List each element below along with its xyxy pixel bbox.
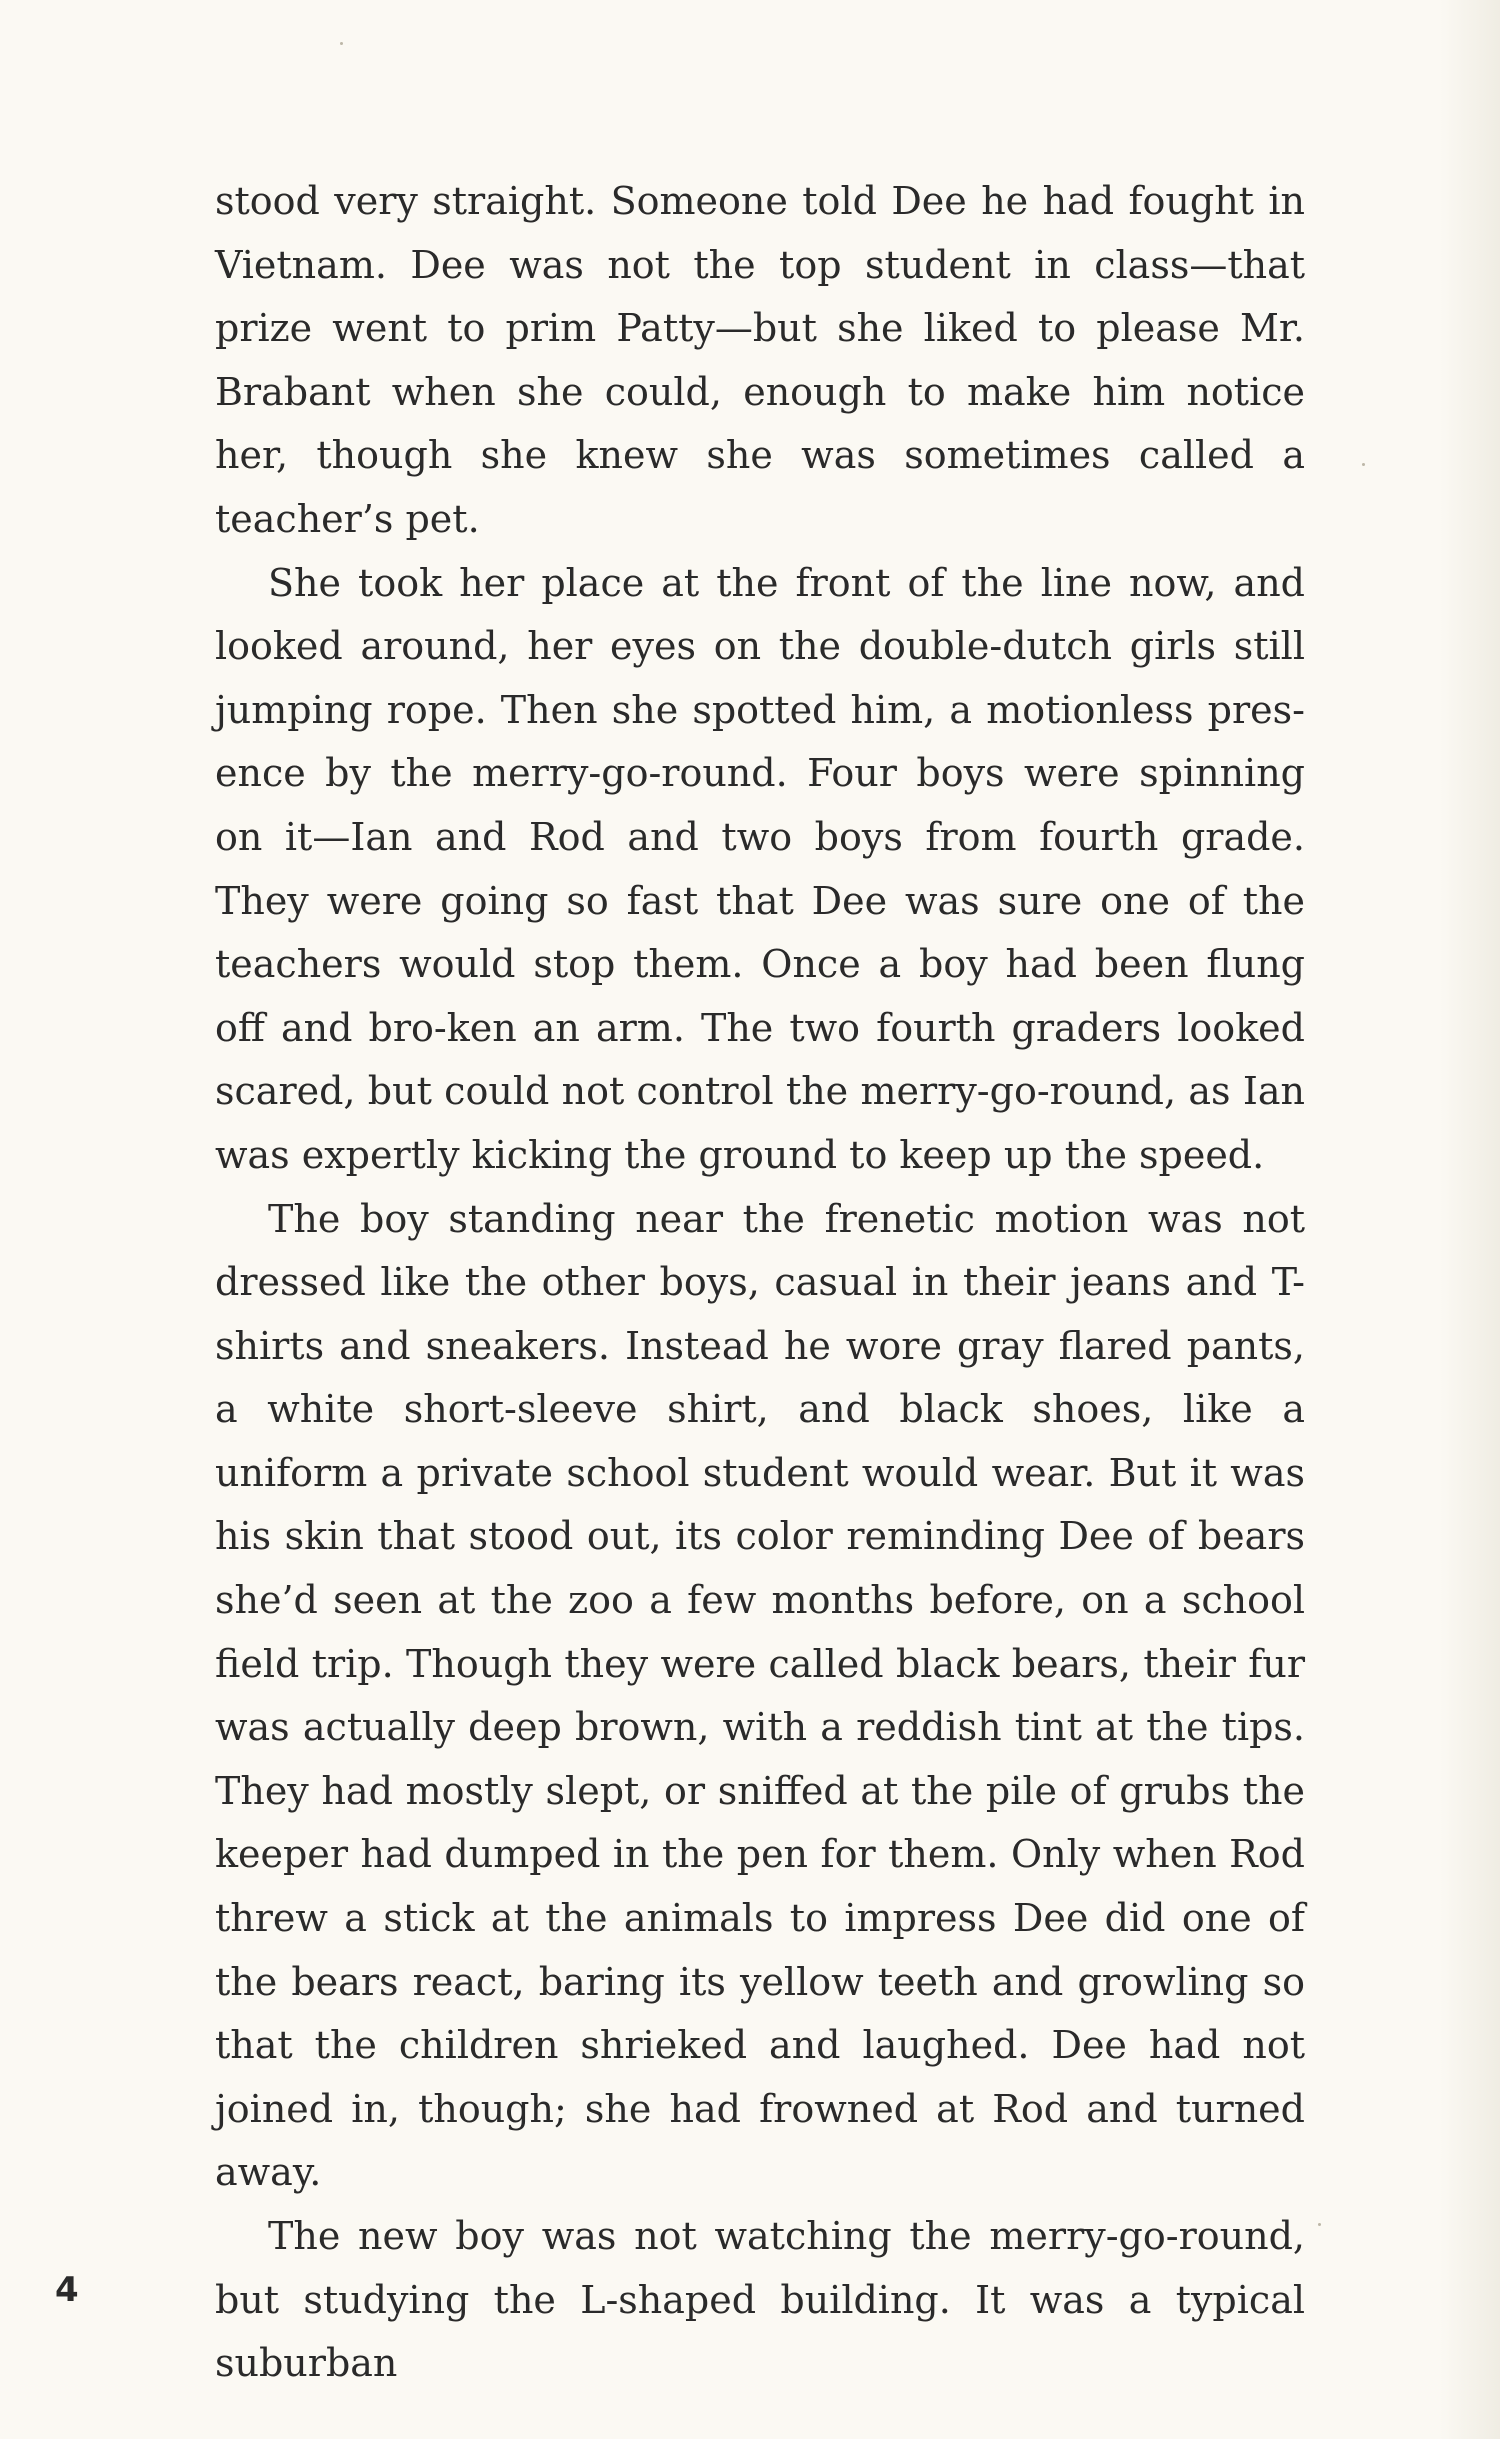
paper-speck [1362, 463, 1365, 466]
page-number: 4 [55, 2270, 79, 2310]
paper-speck [1318, 2223, 1321, 2226]
paragraph-new-boy-building: The new boy was not watching the merry-go-round, but studying the L-shaped building. It was a typical suburban [215, 2214, 1305, 2386]
body-text [215, 170, 1305, 2396]
paper-speck [340, 42, 343, 45]
paragraph-new-boy-description: The boy standing near the frenetic motion was not dressed like the other boys, casual in their jeans and T-shirts and sneakers. Instead he wore gray flared pants, a white short-sleeve shirt, and black shoes, like a uniform a private school student would wear. But it was his skin that stood out, its color reminding Dee of bears she’d seen at the zoo a few months before, on a school field trip. Though they were called black bears, their fur was actually deep brown, with a reddish tint at the tips. They had mostly slept, or sniffed at the pile of grubs the keeper had dumped in the pen for them. Only when Rod threw a stick at the animals to impress Dee did one of the bears react, baring its yellow teeth and growling so that the children shrieked and laughed. Dee had not joined in, though; she had frowned at Rod and turned away. [215, 1196, 1305, 2195]
page-edge-shadow [1440, 0, 1500, 2439]
paragraph-line-up: She took her place at the front of the line now, and looked around, her eyes on the double-dutch girls still jumping rope. Then she spotted him, a motionless pres-ence by the merry-go-round. Four boys were spinning on it—Ian and Rod and two boys from fourth grade. They were going so fast that Dee was sure one of the teachers would stop them. Once a boy had been flung off and bro-ken an arm. The two fourth graders looked scared, but could not control the merry-go-round, as Ian was expertly kicking the ground to keep up the speed. [215, 560, 1305, 1177]
paragraph-continued: stood very straight. Someone told Dee he had fought in Vietnam. Dee was not the top student in class—that prize went to prim Patty—but she liked to please Mr. Brabant when she could, enough to make him notice her, though she knew she was sometimes called a teacher’s pet. [215, 179, 1305, 541]
